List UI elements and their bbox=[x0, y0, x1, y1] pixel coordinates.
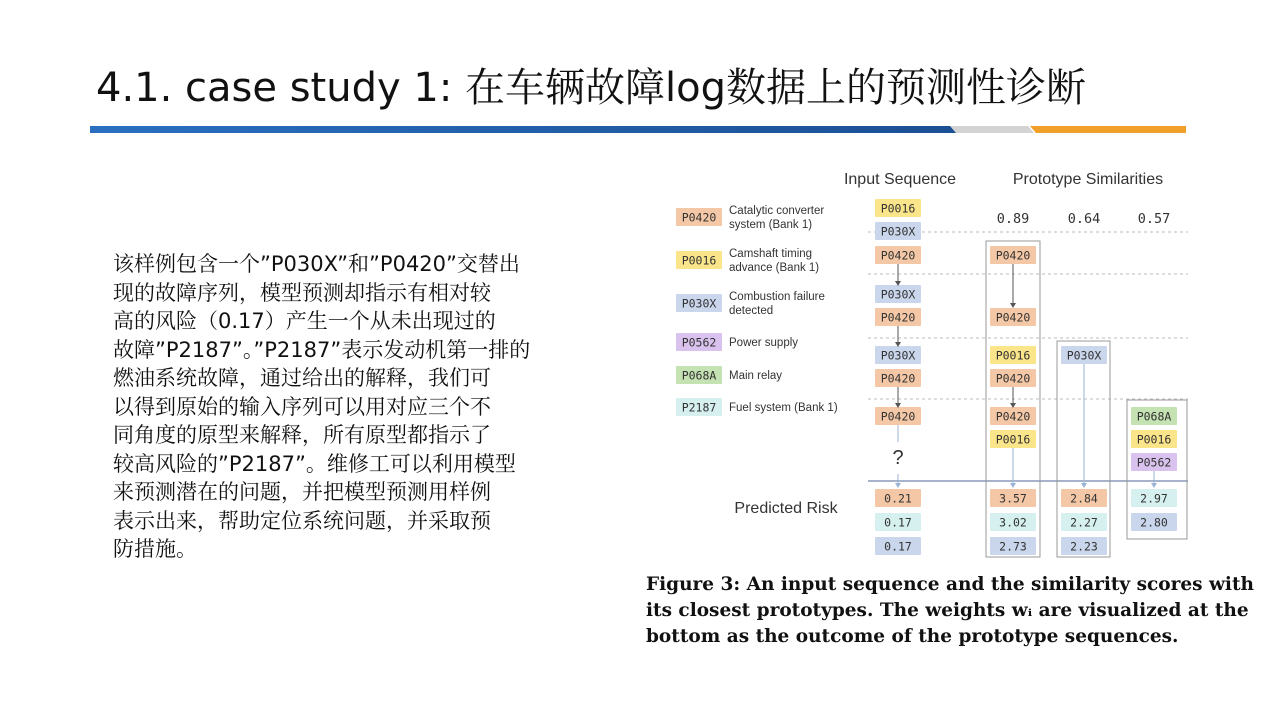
prototype-figure bbox=[668, 162, 1188, 564]
prototype-1-code-p0420-label: P0420 bbox=[995, 248, 1031, 263]
prototype-1-risk-value-label: 3.02 bbox=[999, 515, 1027, 530]
caption-line: bottom as the outcome of the prototype sequences. bbox=[646, 626, 1179, 647]
similarity-score: 0.89 bbox=[996, 211, 1030, 227]
prototype-2-risk-value-label: 2.27 bbox=[1070, 515, 1098, 530]
body-text bbox=[113, 250, 573, 564]
body-line: 来预测潜在的问题，并把模型预测用样例 bbox=[113, 480, 491, 504]
legend-description: Camshaft timing bbox=[729, 248, 813, 260]
prototype-3-code-p068a-label: P068A bbox=[1136, 409, 1172, 424]
legend-description: Combustion failure bbox=[729, 291, 825, 303]
body-line: 高的风险（0.17）产生一个从未出现过的 bbox=[113, 309, 496, 333]
prototype-1-code-p0420-label: P0420 bbox=[995, 310, 1031, 325]
question-mark: ? bbox=[892, 447, 904, 469]
predicted-risk-header: Predicted Risk bbox=[734, 500, 838, 517]
divider-gray-segment bbox=[950, 126, 1034, 133]
legend-description: Fuel system (Bank 1) bbox=[729, 402, 838, 414]
body-line: 防措施。 bbox=[113, 537, 197, 561]
legend-code-p030x-label: P030X bbox=[681, 296, 717, 311]
prototype-1-code-p0016-label: P0016 bbox=[995, 348, 1031, 363]
body-line: 故障”P2187”。”P2187”表示发动机第一排的 bbox=[113, 337, 531, 362]
legend-code-p0016-label: P0016 bbox=[681, 253, 717, 268]
similarity-score: 0.64 bbox=[1067, 211, 1101, 227]
legend-code-p0562-label: P0562 bbox=[681, 335, 717, 350]
title-divider bbox=[90, 126, 1186, 133]
divider-blue-segment bbox=[90, 126, 958, 133]
legend-description: Catalytic converter bbox=[729, 205, 825, 217]
legend-description: Main relay bbox=[729, 370, 783, 382]
legend-code-p068a-label: P068A bbox=[681, 368, 717, 383]
caption-line: Figure 3: An input sequence and the similarity scores with bbox=[646, 574, 1254, 595]
input-code-p030x-label: P030X bbox=[880, 224, 916, 239]
input-code-p0420-label: P0420 bbox=[880, 409, 916, 424]
prototype-1-risk-value-label: 2.73 bbox=[999, 539, 1027, 554]
legend-description: detected bbox=[729, 305, 774, 317]
input-sequence-header: Input Sequence bbox=[843, 171, 957, 188]
input-code-p0016-label: P0016 bbox=[880, 201, 916, 216]
prototype-3-risk-value-label: 2.97 bbox=[1140, 491, 1168, 506]
prototype-1-code-p0016-label: P0016 bbox=[995, 432, 1031, 447]
legend-code-p2187-label: P2187 bbox=[681, 400, 717, 415]
input-risk-value-label: 0.21 bbox=[884, 491, 912, 506]
input-code-p030x-label: P030X bbox=[880, 287, 916, 302]
prototype-3-risk-value-label: 2.80 bbox=[1140, 515, 1168, 530]
legend-description: Power supply bbox=[729, 337, 799, 349]
prototype-1-risk-value-label: 3.57 bbox=[999, 491, 1027, 506]
input-code-p030x-label: P030X bbox=[880, 348, 916, 363]
legend-description: advance (Bank 1) bbox=[729, 262, 820, 274]
legend-description: system (Bank 1) bbox=[729, 219, 813, 231]
divider-orange-segment bbox=[1030, 126, 1186, 133]
input-risk-value-label: 0.17 bbox=[884, 539, 912, 554]
body-line: 以得到原始的输入序列可以用对应三个不 bbox=[113, 394, 491, 419]
similarity-score: 0.57 bbox=[1137, 211, 1171, 227]
prototype-2-risk-value-label: 2.84 bbox=[1070, 491, 1098, 506]
input-risk-value-label: 0.17 bbox=[884, 515, 912, 530]
body-line: 表示出来，帮助定位系统问题，并采取预 bbox=[113, 508, 491, 533]
body-line: 较高风险的”P2187”。维修工可以利用模型 bbox=[113, 451, 516, 476]
prototype-3-code-p0562-label: P0562 bbox=[1136, 455, 1172, 470]
body-line: 同角度的原型来解释，所有原型都指示了 bbox=[113, 423, 491, 447]
caption-line: its closest prototypes. The weights wᵢ are visualized at the bbox=[646, 600, 1249, 621]
prototype-2-code-p030x-label: P030X bbox=[1066, 348, 1102, 363]
prototype-3-code-p0016-label: P0016 bbox=[1136, 432, 1172, 447]
body-line: 该样例包含一个”P030X”和”P0420”交替出 bbox=[113, 252, 520, 276]
prototype-similarities-header: Prototype Similarities bbox=[1012, 171, 1164, 188]
prototype-2-risk-value-label: 2.23 bbox=[1070, 539, 1098, 554]
body-line: 燃油系统故障，通过给出的解释，我们可 bbox=[113, 366, 491, 390]
figure-caption bbox=[646, 572, 1254, 650]
input-code-p0420-label: P0420 bbox=[880, 248, 916, 263]
prototype-1-code-p0420-label: P0420 bbox=[995, 371, 1031, 386]
page-title: 4.1. case study 1: 在车辆故障log数据上的预测性诊断 bbox=[96, 65, 1086, 111]
input-code-p0420-label: P0420 bbox=[880, 371, 916, 386]
input-code-p0420-label: P0420 bbox=[880, 310, 916, 325]
legend-code-p0420-label: P0420 bbox=[681, 210, 717, 225]
body-line: 现的故障序列，模型预测却指示有相对较 bbox=[113, 280, 491, 305]
prototype-1-code-p0420-label: P0420 bbox=[995, 409, 1031, 424]
